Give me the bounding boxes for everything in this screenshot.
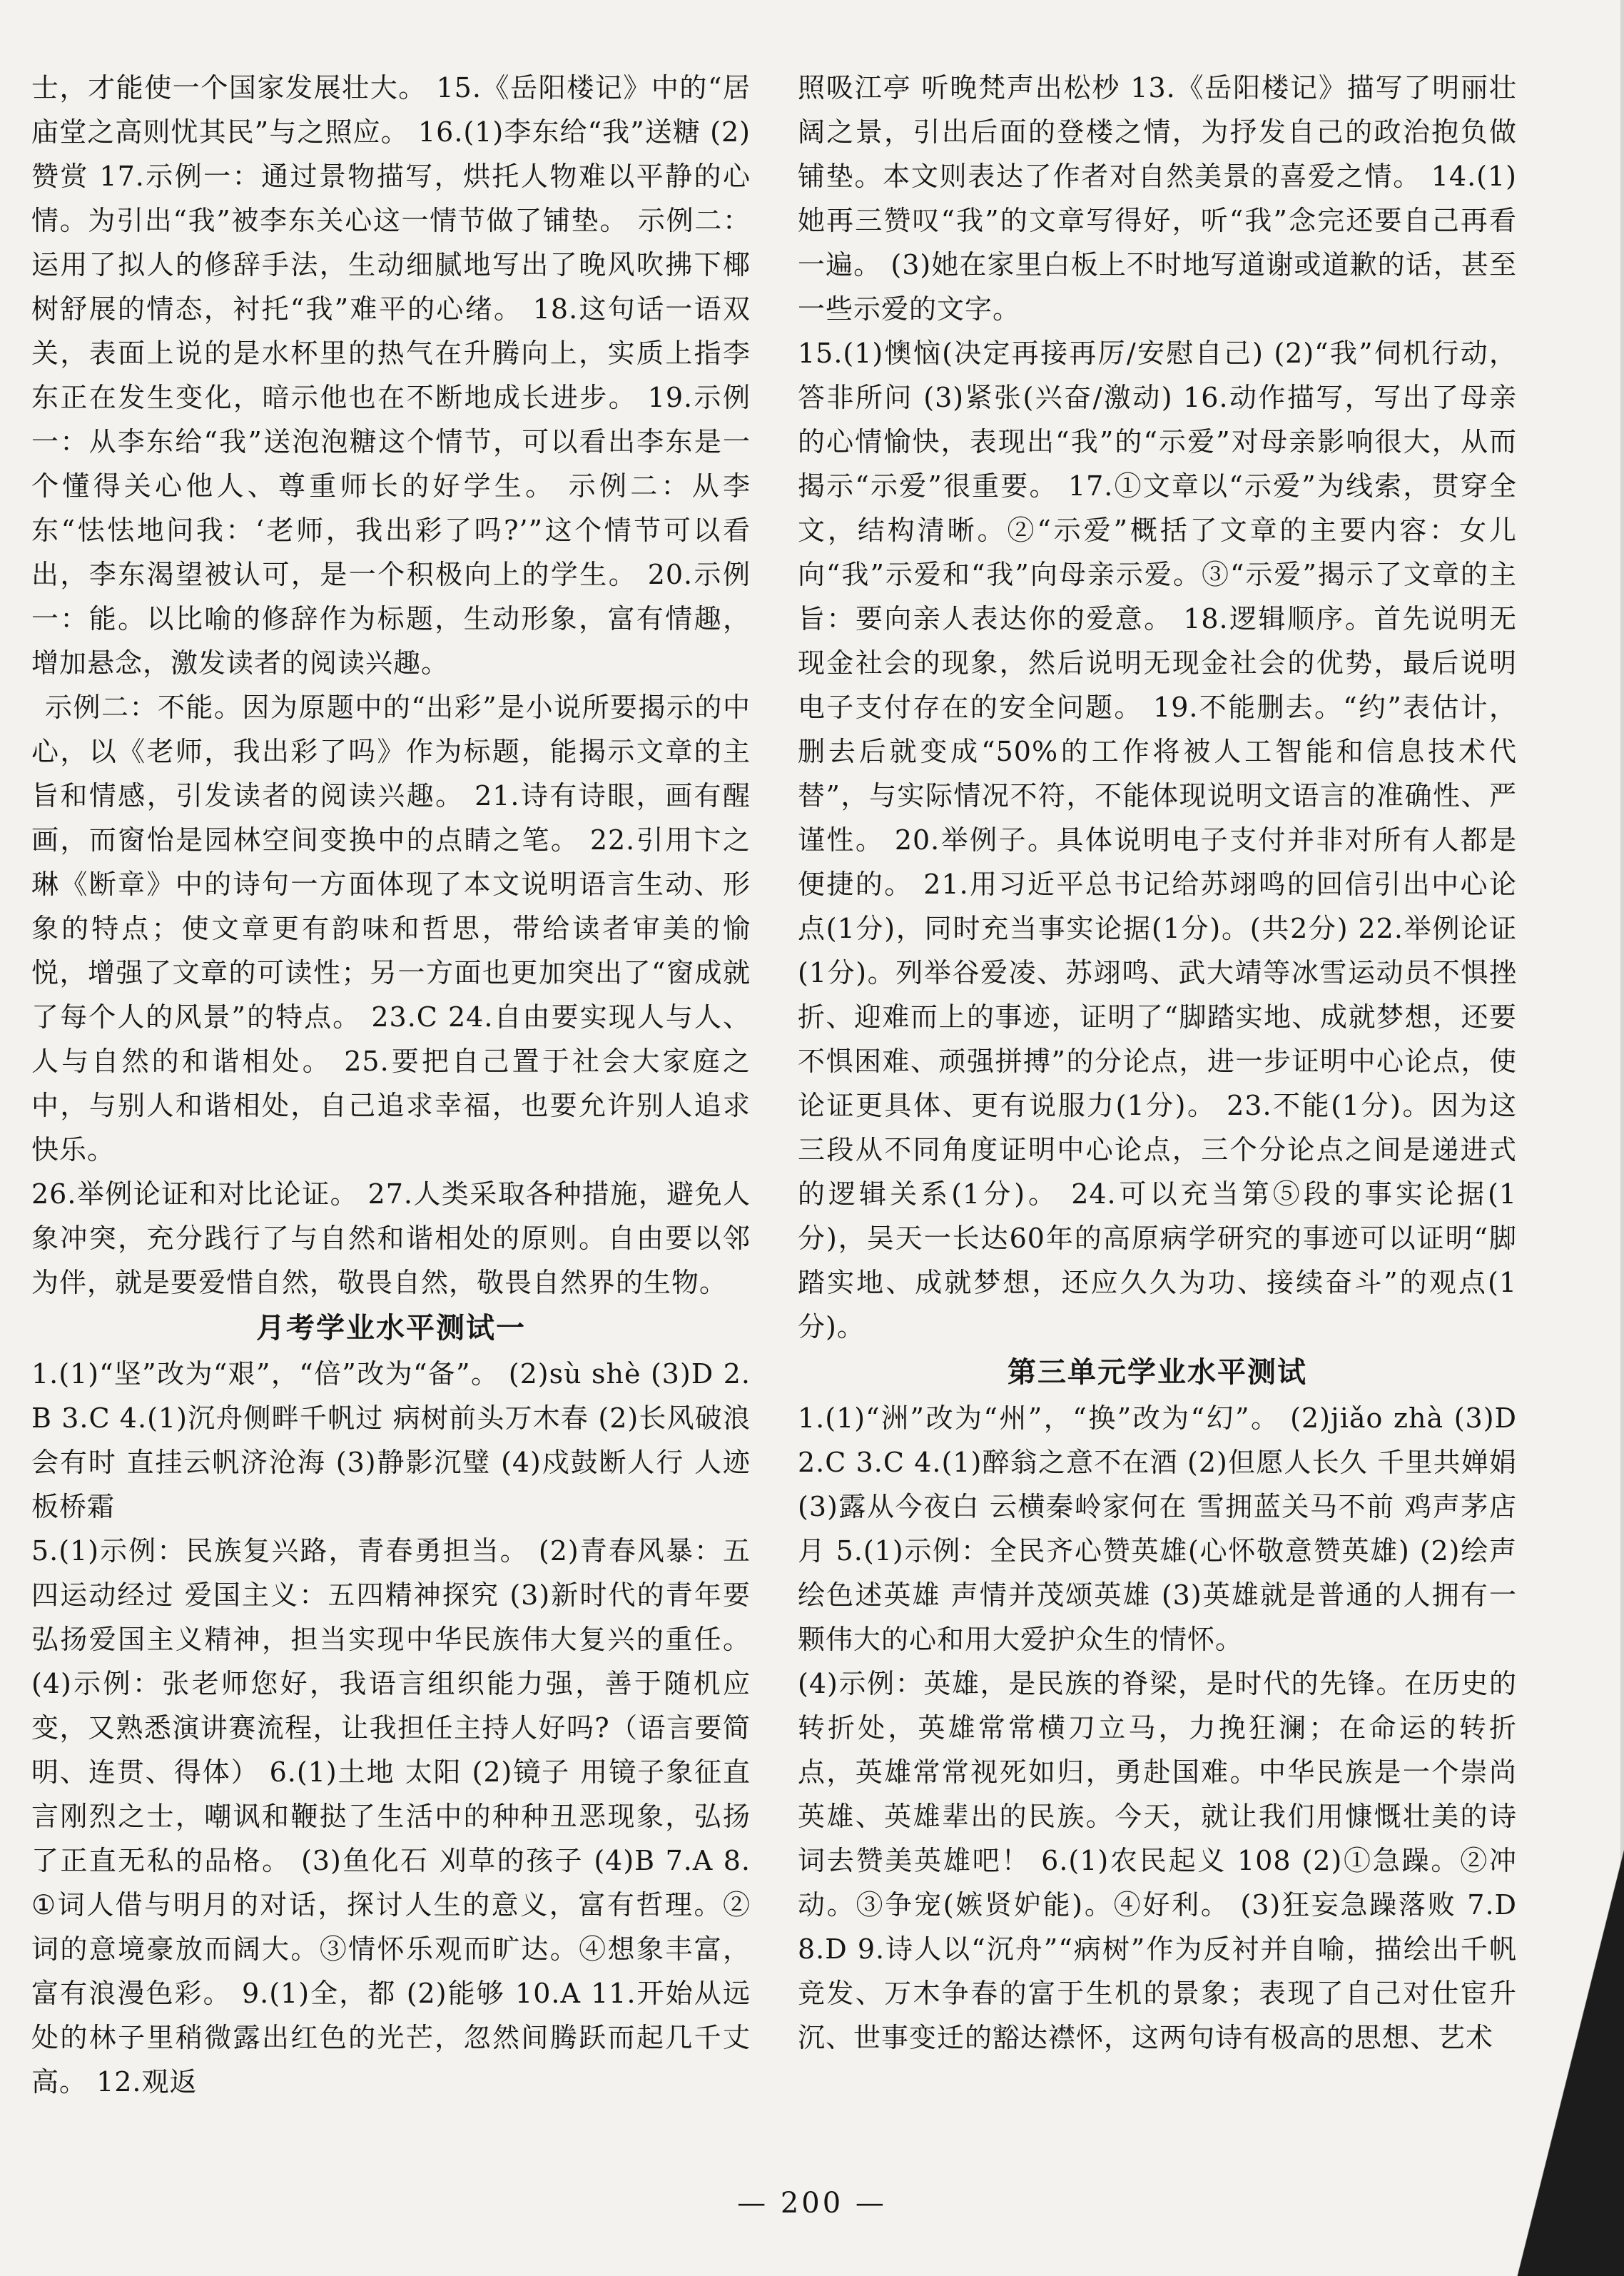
binding-shadow xyxy=(1517,1848,1624,2276)
left-paragraph-4: 1.(1)“坚”改为“艰”，“倍”改为“备”。 (2)sù shè (3)D 2.B 3.C 4.(1)沉舟侧畔千帆过 病树前头万木春 (2)长风破浪会有时 直挂云帆济沧海 (3)静影沉璧 (4)戍鼓断人行 人迹板桥霜 xyxy=(31,1358,751,1522)
right-column xyxy=(798,66,1517,2060)
right-paragraph-1: 照吸江亭 听晚梵声出松杪 13.《岳阳楼记》描写了明丽壮阔之景，引出后面的登楼之情，为抒发自己的政治抱负做铺垫。本文则表达了作者对自然美景的喜爱之情。 14.(1)她再三赞叹“我”的文章写得好，听“我”念完还要自己再看一遍。 (3)她在家里白板上不时地写道谢或道歉的话，甚至一些示爱的文字。 xyxy=(798,72,1517,325)
left-paragraph-1: 士，才能使一个国家发展壮大。 15.《岳阳楼记》中的“居庙堂之高则忧其民”与之照应。 16.(1)李东给“我”送糖 (2)赞赏 17.示例一：通过景物描写，烘托人物难以平静的心情。为引出“我”被李东关心这一情节做了铺垫。 示例二：运用了拟人的修辞手法，生动细腻地写出了晚风吹拂下椰树舒展的情态，衬托“我”难平的心绪。 18.这句话一语双关，表面上说的是水杯里的热气在升腾向上，实质上指李东正在发生变化，暗示他也在不断地成长进步。 19.示例一：从李东给“我”送泡泡糖这个情节，可以看出李东是一个懂得关心他人、尊重师长的好学生。 示例二：从李东“怯怯地问我：‘老师，我出彩了吗?’”这个情节可以看出，李东渴望被认可，是一个积极向上的学生。 20.示例一：能。以比喻的修辞作为标题，生动形象，富有情趣，增加悬念，激发读者的阅读兴趣。 xyxy=(31,72,751,679)
right-paragraph-2: 15.(1)懊恼(决定再接再厉/安慰自己) (2)“我”伺机行动，答非所问 (3)紧张(兴奋/激动) 16.动作描写，写出了母亲的心情愉快，表现出“我”的“示爱”对母亲影响很大，从而揭示“示爱”很重要。 17.①文章以“示爱”为线索，贯穿全文，结构清晰。②“示爱”概括了文章的主要内容：女儿向“我”示爱和“我”向母亲示爱。③“示爱”揭示了文章的主旨：要向亲人表达你的爱意。 18.逻辑顺序。首先说明无现金社会的现象，然后说明无现金社会的优势，最后说明电子支付存在的安全问题。 19.不能删去。“约”表估计，删去后就变成“50%的工作将被人工智能和信息技术代替”，与实际情况不符，不能体现说明文语言的准确性、严谨性。 20.举例子。具体说明电子支付并非对所有人都是便捷的。 21.用习近平总书记给苏翊鸣的回信引出中心论点(1分)，同时充当事实论据(1分)。(共2分) 22.举例论证(1分)。列举谷爱凌、苏翊鸣、武大靖等冰雪运动员不惧挫折、迎难而上的事迹，证明了“脚踏实地、成就梦想，还要不惧困难、顽强拼搏”的分论点，进一步证明中心论点，使论证更具体、更有说服力(1分)。 23.不能(1分)。因为这三段从不同角度证明中心论点，三个分论点之间是递进式的逻辑关系(1分)。 24.可以充当第⑤段的事实论据(1分)，吴天一长达60年的高原病学研究的事迹可以证明“脚踏实地、成就梦想，还应久久为功、接续奋斗”的观点(1分)。 xyxy=(798,338,1517,1342)
right-paragraph-4: (4)示例：英雄，是民族的脊梁，是时代的先锋。在历史的转折处，英雄常常横刀立马，力挽狂澜；在命运的转折点，英雄常常视死如归，勇赴国难。中华民族是一个崇尚英雄、英雄辈出的民族。今天，就让我们用慷慨壮美的诗词去赞美英雄吧！ 6.(1)农民起义 108 (2)①急躁。②冲动。③争宠(嫉贤妒能)。④好利。 (3)狂妄急躁落败 7.D 8.D 9.诗人以“沉舟”“病树”作为反衬并自喻，描绘出千帆竞发、万木争春的富于生机的景象；表现了自己对仕宦升沉、世事变迁的豁达襟怀，这两句诗有极高的思想、艺术 xyxy=(798,1668,1517,2053)
left-paragraph-2: 示例二：不能。因为原题中的“出彩”是小说所要揭示的中心，以《老师，我出彩了吗》作为标题，能揭示文章的主旨和情感，引发读者的阅读兴趣。 21.诗有诗眼，画有醒画，而窗怡是园林空间变换中的点睛之笔。 22.引用卞之琳《断章》中的诗句一方面体现了本文说明语言生动、形象的特点；使文章更有韵味和哲思，带给读者审美的愉悦，增强了文章的可读性；另一方面也更加突出了“窗成就了每个人的风景”的特点。 23.C 24.自由要实现人与人、人与自然的和谐相处。 25.要把自己置于社会大家庭之中，与别人和谐相处，自己追求幸福，也要允许别人追求快乐。 xyxy=(31,692,751,1165)
left-paragraph-5: 5.(1)示例：民族复兴路，青春勇担当。 (2)青春风暴：五四运动经过 爱国主义：五四精神探究 (3)新时代的青年要弘扬爱国主义精神，担当实现中华民族伟大复兴的重任。 (4)示例：张老师您好，我语言组织能力强，善于随机应变，又熟悉演讲赛流程，让我担任主持人好吗?（语言要简明、连贯、得体） 6.(1)土地 太阳 (2)镜子 用镜子象征直言刚烈之士，嘲讽和鞭挞了生活中的种种丑恶现象，弘扬了正直无私的品格。 (3)鱼化石 刈草的孩子 (4)B 7.A 8.①词人借与明月的对话，探讨人生的意义，富有哲理。②词的意境豪放而阔大。③情怀乐观而旷达。④想象丰富，富有浪漫色彩。 9.(1)全，都 (2)能够 10.A 11.开始从远处的林子里稍微露出红色的光芒，忽然间腾跃而起几千丈高。 12.观返 xyxy=(31,1535,751,2098)
left-column xyxy=(31,66,751,2104)
page-number: — 200 — xyxy=(737,2187,887,2220)
section-title-monthly-test-1: 月考学业水平测试一 xyxy=(256,1312,526,1345)
right-paragraph-3: 1.(1)“洲”改为“州”，“换”改为“幻”。 (2)jiǎo zhà (3)D 2.C 3.C 4.(1)醉翁之意不在酒 (2)但愿人长久 千里共婵娟 (3)露从今夜白 云横秦岭家何在 雪拥蓝关马不前 鸡声茅店月 5.(1)示例：全民齐心赞英雄(心怀敬意赞英雄) (2)绘声绘色述英雄 声情并茂颂英雄 (3)英雄就是普通的人拥有一颗伟大的心和用大爱护众生的情怀。 xyxy=(798,1402,1517,1655)
left-paragraph-3: 26.举例论证和对比论证。 27.人类采取各种措施，避免人象冲突，充分践行了与自然和谐相处的原则。自由要以邻为伴，就是要爱惜自然，敬畏自然，敬畏自然界的生物。 xyxy=(31,1178,751,1298)
section-title-unit-3-test: 第三单元学业水平测试 xyxy=(1008,1356,1307,1389)
